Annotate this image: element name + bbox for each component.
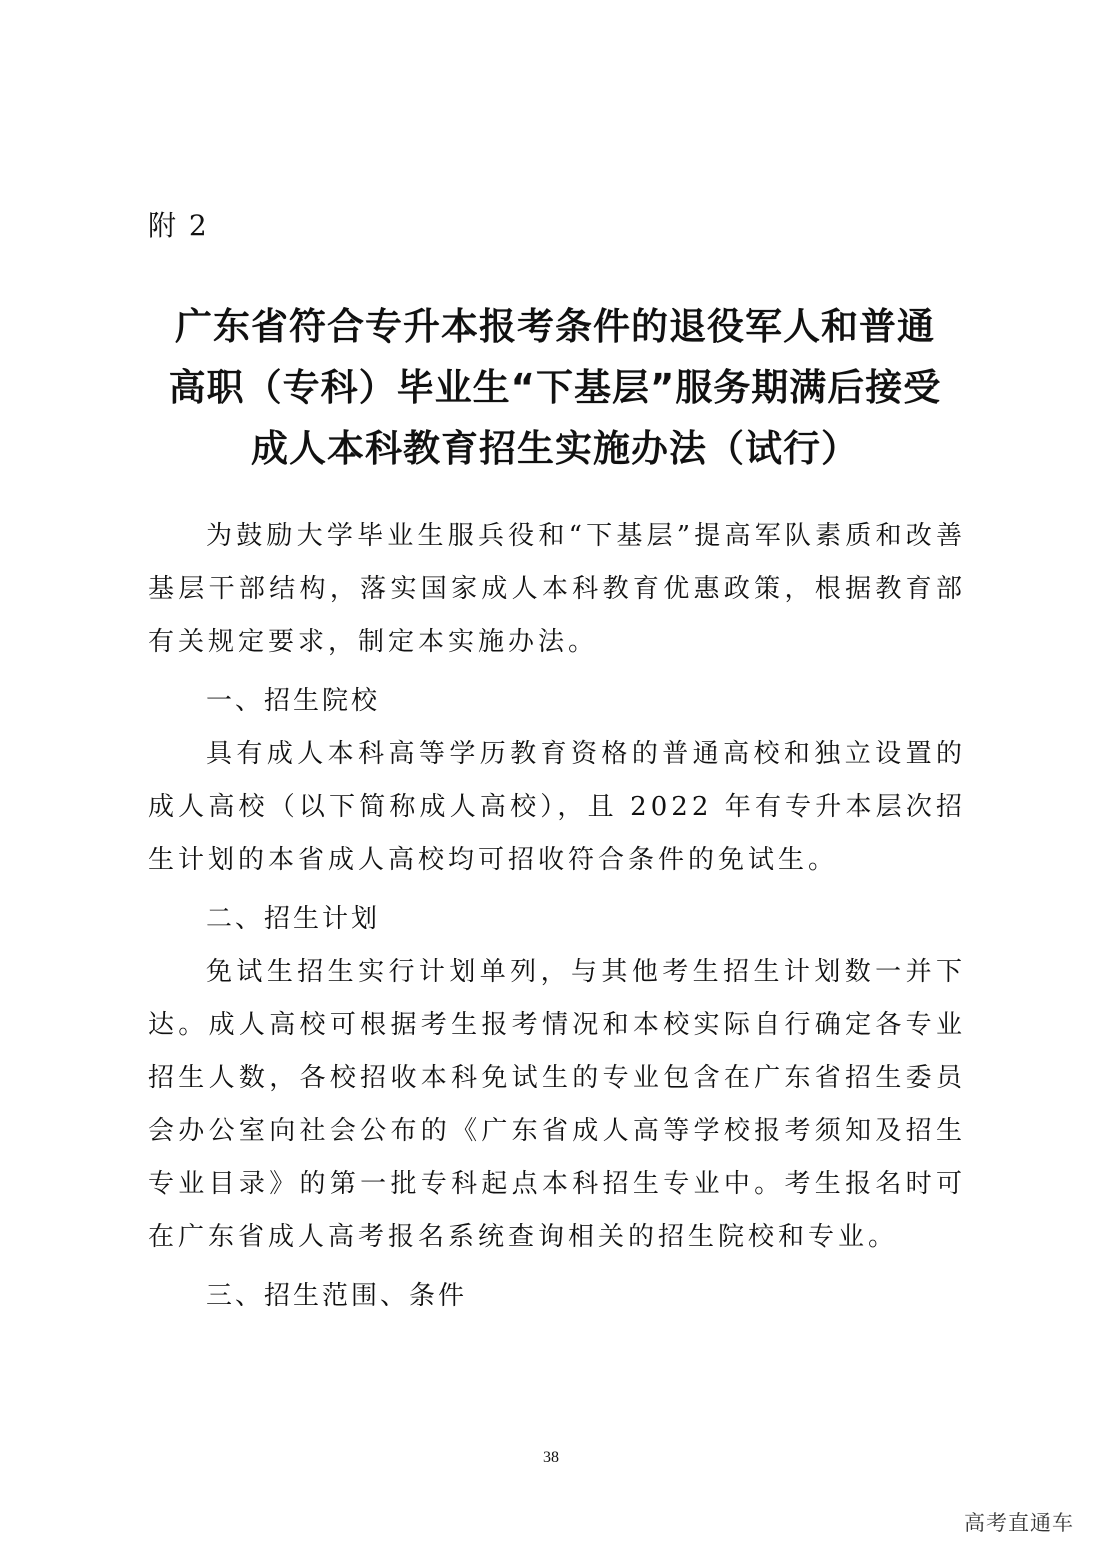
intro-paragraph: 为鼓励大学毕业生服兵役和“下基层”提高军队素质和改善基层干部结构，落实国家成人本科教育优惠政策，根据教育部有关规定要求，制定本实施办法。: [148, 521, 966, 657]
watermark: 高考直通车: [964, 1511, 1074, 1535]
document-title: [140, 296, 970, 479]
section-heading: 一、招生院校: [206, 686, 381, 716]
title-line: 高职（专科）毕业生“下基层”服务期满后接受: [168, 366, 942, 409]
page-number: 38: [543, 1449, 559, 1466]
section-paragraph: 具有成人本科高等学历教育资格的普通高校和独立设置的成人高校（以下简称成人高校），且 2022 年有专升本层次招生计划的本省成人高校均可招收符合条件的免试生。: [148, 739, 966, 875]
section-paragraph: 免试生招生实行计划单列，与其他考生招生计划数一并下达。成人高校可根据考生报考情况和本校实际自行确定各专业招生人数，各校招收本科免试生的专业包含在广东省招生委员会办公室向社会公布的《广东省成人高等学校报考须知及招生专业目录》的第一批专科起点本科招生专业中。考生报名时可在广东省成人高考报名系统查询相关的招生院校和专业。: [148, 957, 966, 1252]
document-body: [148, 510, 966, 1323]
section-heading: 二、招生计划: [206, 904, 381, 934]
title-line: 广东省符合专升本报考条件的退役军人和普通: [175, 305, 935, 348]
title-line: 成人本科教育招生实施办法（试行）: [251, 427, 859, 470]
section-heading: 三、招生范围、条件: [206, 1281, 468, 1311]
attachment-label: 附 2: [148, 209, 209, 242]
